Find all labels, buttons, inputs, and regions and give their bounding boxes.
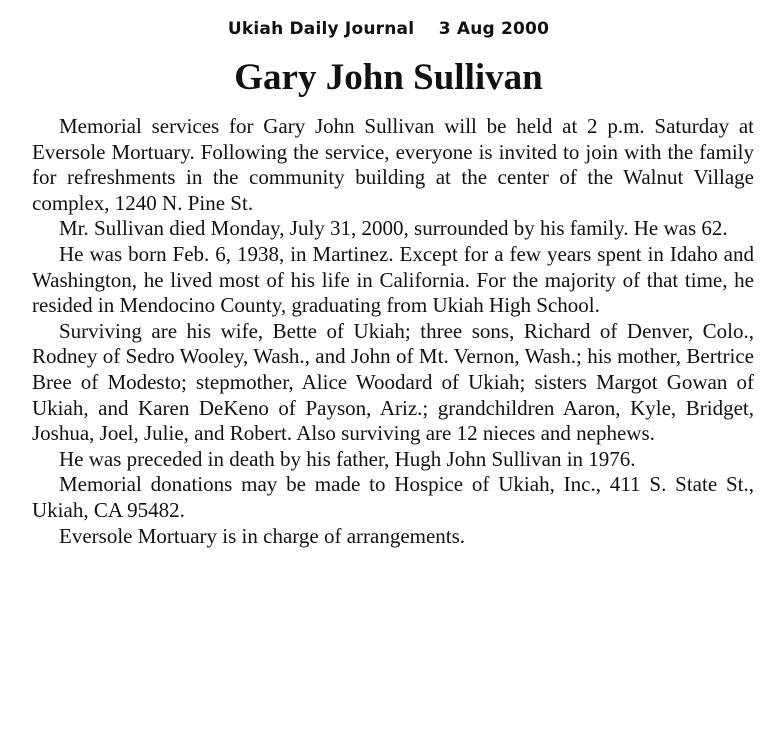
paragraph-preceded: He was preceded in death by his father, Hugh John Sullivan in 1976. bbox=[59, 446, 636, 471]
paragraph-donations: Memorial donations may be made to Hospice of Ukiah, Inc., 411 S. State St., Ukiah, CA 95482. bbox=[32, 472, 754, 522]
paragraph-services: Memorial services for Gary John Sullivan will be held at 2 p.m. Saturday at Eversole Mortuary. Following the service, everyone is invited to join with the family for refreshments in the community building at the center of the Walnut Village complex, 1240 N. Pine St. bbox=[32, 114, 754, 215]
paragraph-arrangements: Eversole Mortuary is in charge of arrangements. bbox=[59, 523, 466, 548]
obituary-body bbox=[32, 114, 754, 549]
paragraph-survivors: Surviving are his wife, Bette of Ukiah; three sons, Richard of Denver, Colo., Rodney of Sedro Wooley, Wash., and John of Mt. Vernon, Wash.; his mother, Bertrice Bree of Modesto; stepmother, Alice Woodard of Ukiah; sisters Margot Gowan of Ukiah, and Karen DeKeno of Payson, Ariz.; grandchildren Aaron, Kyle, Bridget, Joshua, Joel, Julie, and Robert. Also surviving are 12 nieces and nephews. bbox=[32, 318, 754, 446]
paragraph-biography: He was born Feb. 6, 1938, in Martinez. Except for a few years spent in Idaho and Washington, he lived most of his life in California. For the majority of that time, he resided in Mendocino County, graduating from Ukiah High School. bbox=[32, 241, 754, 318]
obituary-headline: Gary John Sullivan bbox=[234, 57, 543, 98]
paragraph-death: Mr. Sullivan died Monday, July 31, 2000, surrounded by his family. He was 62. bbox=[59, 216, 728, 241]
publication-date: 3 Aug 2000 bbox=[438, 19, 550, 39]
masthead bbox=[0, 19, 777, 39]
publication-name: Ukiah Daily Journal bbox=[227, 19, 415, 39]
